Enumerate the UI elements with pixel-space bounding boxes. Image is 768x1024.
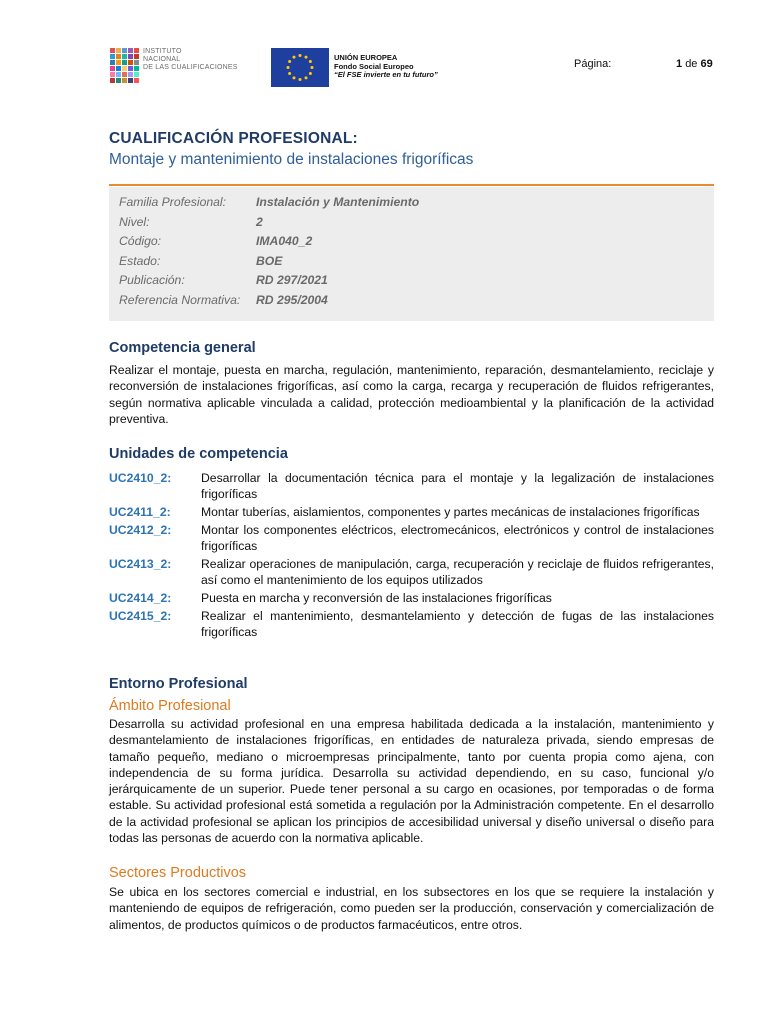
- eu-star: [305, 76, 308, 79]
- logo-tile: [122, 60, 127, 65]
- logo-tile: [128, 48, 133, 53]
- info-row: [119, 195, 419, 215]
- eu-star: [309, 72, 312, 75]
- eu-star: [293, 76, 296, 79]
- unidades-heading: Unidades de competencia: [109, 446, 288, 462]
- logo-tile: [128, 60, 133, 65]
- logo-tile: [110, 54, 115, 59]
- info-value: 2: [256, 214, 263, 229]
- info-key: Referencia Normativa:: [119, 292, 241, 307]
- eu-line-union: UNIÓN EUROPEA: [334, 53, 398, 62]
- logo-tile: [110, 60, 115, 65]
- info-box: [109, 187, 714, 321]
- incual-line: INSTITUTO: [143, 48, 182, 55]
- page-current: 1: [676, 58, 683, 70]
- competencia-text: Realizar el montaje, puesta en marcha, regulación, mantenimiento, reparación, desmantelamiento, reciclaje y reconversión de instalaciones frigoríficas, así como la carga, recarga y recuperación de fluidos refrigerantes, según normativa aplicable vinculada a calidad, protección medioambiental y la planificación de la actividad preventiva.: [109, 363, 714, 426]
- uc-description: Montar tuberías, aislamientos, componentes y partes mecánicas de instalaciones frigoríficas: [201, 505, 700, 520]
- uc-code: UC2411_2:: [109, 505, 171, 520]
- logo-tile: [134, 66, 139, 71]
- uc-description: Puesta en marcha y reconversión de las instalaciones frigoríficas: [201, 591, 552, 606]
- eu-star: [299, 78, 302, 81]
- page-of: de: [685, 58, 698, 70]
- ambito-text: Desarrolla su actividad profesional en una empresa habilitada dedicada a la instalación, mantenimiento y desmantelamiento de instalaciones frigoríficas, en entidades de naturaleza privada, siendo empresas de tamaño pequeño, mediano o microempresas principalmente, tanto por cuenta propia como ajena, con independencia de su forma jurídica. Desarrolla su actividad dependiendo, en su caso, funcional y/o jerárquicamente de un superior. Puede tener personal a su cargo en ocasiones, por temporadas o de forma estable. Su actividad profesional está sometida a regulación por la Administración competente. En el desarrollo de la actividad profesional se aplican los principios de accesibilidad universal y diseño universal o diseño para todas las personas de acuerdo con la normativa aplicable.: [109, 717, 714, 846]
- uc-item: [109, 556, 714, 589]
- entorno-heading: Entorno Profesional: [109, 676, 248, 692]
- uc-code: UC2412_2:: [109, 522, 172, 537]
- info-row: [119, 254, 419, 274]
- logo-tile: [128, 54, 133, 59]
- eu-flag-icon: [271, 48, 329, 87]
- info-value: BOE: [256, 253, 283, 268]
- uc-description: Desarrollar la documentación técnica para el montaje y la legalización de instalaciones frigoríficas: [201, 471, 714, 502]
- logo-tile: [116, 54, 121, 59]
- logo-tile: [122, 72, 127, 77]
- incual-logo-icon: [110, 48, 139, 83]
- logo-tile: [110, 66, 115, 71]
- qualification-title: [109, 130, 714, 169]
- eu-line-slogan: “El FSE invierte en tu futuro”: [334, 70, 438, 80]
- page-number: [676, 58, 713, 70]
- info-key: Publicación:: [119, 273, 185, 287]
- logo-tile: [134, 60, 139, 65]
- logo-tile: [110, 78, 115, 83]
- logo-tile: [122, 54, 127, 59]
- uc-item: [109, 608, 714, 641]
- title-divider: [109, 184, 714, 186]
- logo-tile: [122, 78, 127, 83]
- incual-logo: [110, 48, 238, 83]
- eu-star: [299, 54, 302, 57]
- logo-tile: [122, 66, 127, 71]
- logo-tile: [116, 48, 121, 53]
- logo-tile: [116, 66, 121, 71]
- eu-star: [311, 66, 314, 69]
- title-name: Montaje y mantenimiento de instalaciones frigoríficas: [109, 151, 474, 168]
- logo-tile: [134, 54, 139, 59]
- sectores-heading: Sectores Productivos: [109, 865, 247, 881]
- ambito-heading: Ámbito Profesional: [109, 698, 231, 714]
- uc-item: [109, 504, 714, 520]
- logo-tile: [134, 72, 139, 77]
- page-total: 69: [700, 58, 713, 70]
- info-key: Estado:: [119, 253, 161, 268]
- logo-tile: [128, 66, 133, 71]
- uc-code: UC2414_2:: [109, 591, 172, 606]
- eu-star: [288, 60, 291, 63]
- info-key: Familia Profesional:: [119, 195, 227, 209]
- competencia-heading: Competencia general: [109, 340, 256, 356]
- eu-text: [334, 54, 438, 80]
- incual-logo-text: [143, 48, 238, 72]
- uc-item: [109, 590, 714, 606]
- info-value: IMA040_2: [256, 234, 313, 248]
- info-row: [119, 273, 419, 293]
- logo-tile: [116, 60, 121, 65]
- eu-fse-logo: [271, 48, 438, 87]
- info-value: RD 295/2004: [256, 292, 328, 307]
- uc-code: UC2410_2:: [109, 471, 172, 485]
- info-row: [119, 234, 419, 254]
- logo-tile: [134, 48, 139, 53]
- logo-tile: [128, 72, 133, 77]
- uc-item: [109, 522, 714, 555]
- logo-tile: [110, 72, 115, 77]
- logo-tile: [116, 72, 121, 77]
- uc-item: [109, 470, 714, 503]
- eu-star: [287, 66, 290, 69]
- uc-description: Realizar operaciones de manipulación, carga, recuperación y reciclaje de fluidos refrigerantes, así como el mantenimiento de los equipos utilizados: [201, 556, 714, 588]
- info-value: Instalación y Mantenimiento: [256, 195, 420, 209]
- info-row: [119, 293, 419, 313]
- uc-description: Realizar el mantenimiento, desmantelamiento y detección de fugas de las instalaciones frigoríficas: [201, 608, 714, 640]
- info-key: Nivel:: [119, 214, 150, 229]
- info-value: RD 297/2021: [256, 273, 328, 287]
- sectores-text: Se ubica en los sectores comercial e industrial, en los subsectores en los que se requiere la instalación y manteniendo de equipos de refrigeración, como pueden ser la producción, conservación y comercialización de alimentos, de productos químicos o de productos farmacéuticos, entre otros.: [109, 885, 714, 932]
- info-row: [119, 215, 419, 235]
- eu-line-fund: Fondo Social Europeo: [334, 61, 414, 71]
- eu-star: [293, 56, 296, 59]
- page-header: [0, 0, 768, 110]
- logo-tile: [122, 48, 127, 53]
- eu-star: [288, 72, 291, 75]
- unidades-list: [109, 470, 714, 640]
- logo-tile: [128, 78, 133, 83]
- uc-description: Montar los componentes eléctricos, electromecánicos, electrónicos y control de instalaciones frigoríficas: [201, 522, 714, 554]
- page-label: Página:: [574, 58, 612, 70]
- eu-star: [305, 56, 308, 59]
- info-key: Código:: [119, 234, 162, 248]
- logo-tile: [116, 78, 121, 83]
- title-label: CUALIFICACIÓN PROFESIONAL:: [109, 130, 358, 147]
- uc-code: UC2413_2:: [109, 556, 172, 571]
- info-table: [119, 195, 419, 312]
- logo-tile: [110, 48, 115, 53]
- incual-line: DE LAS CUALIFICACIONES: [143, 64, 238, 71]
- logo-tile: [134, 78, 139, 83]
- eu-star: [309, 60, 312, 63]
- incual-line: NACIONAL: [143, 56, 181, 63]
- uc-code: UC2415_2:: [109, 608, 172, 623]
